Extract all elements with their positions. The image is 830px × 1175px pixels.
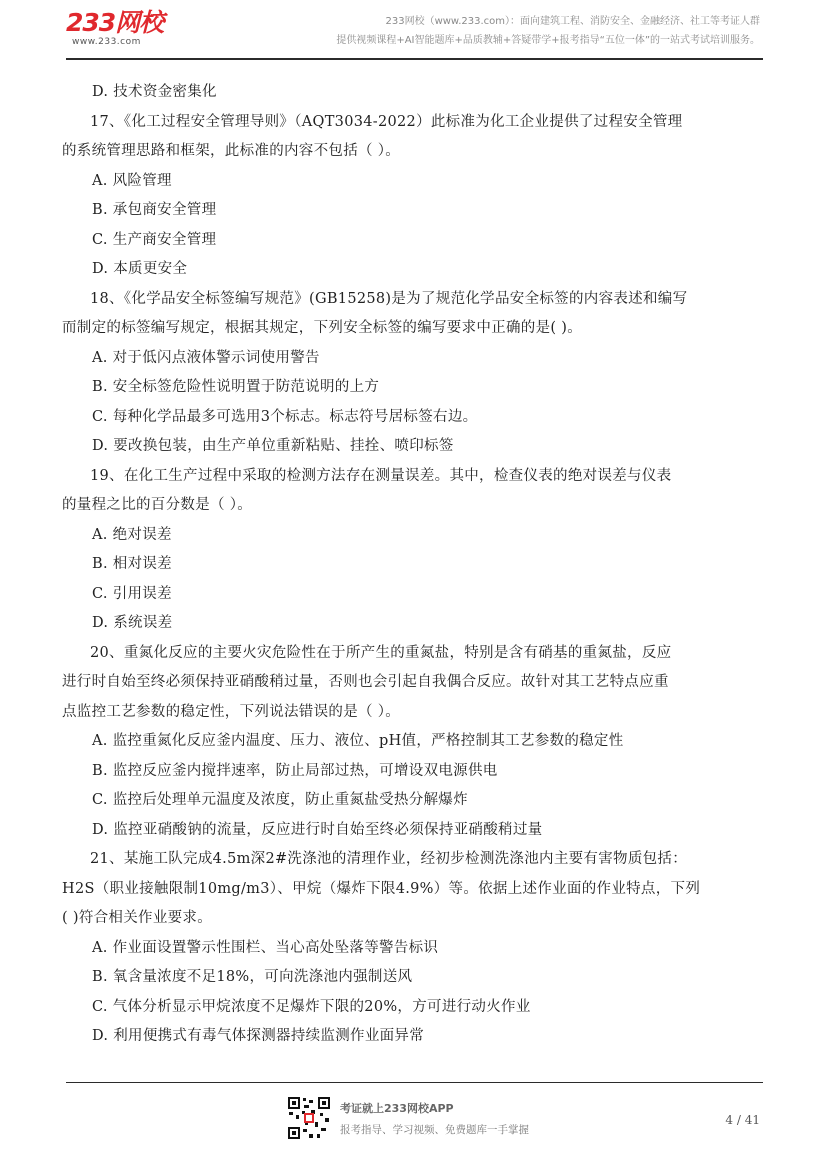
answer-option: C. 监控后处理单元温度及浓度，防止重氮盐受热分解爆炸 <box>92 792 468 808</box>
question-text-continued: 点监控工艺参数的稳定性，下列说法错误的是（ ）。 <box>62 703 401 720</box>
footer-divider <box>66 1082 763 1083</box>
footer-app-subtitle: 报考指导、学习视频、免费题库一手掌握 <box>340 1124 529 1136</box>
answer-option: D. 系统误差 <box>92 615 173 631</box>
answer-option: B. 承包商安全管理 <box>92 202 217 218</box>
answer-option: B. 安全标签危险性说明置于防范说明的上方 <box>92 379 380 395</box>
answer-option: C. 气体分析显示甲烷浓度不足爆炸下限的20%，方可进行动火作业 <box>92 998 531 1015</box>
footer-app-title: 考证就上233网校APP <box>340 1102 454 1115</box>
answer-option: D. 技术资金密集化 <box>92 84 217 100</box>
question-text-continued: 的量程之比的百分数是（ ）。 <box>62 497 253 513</box>
question-text-continued: 而制定的标签编写规定，根据其规定，下列安全标签的编写要求中正确的是( )。 <box>62 320 583 336</box>
question-text: 17、《化工过程安全管理导则》（AQT3034-2022）此标准为化工企业提供了过程安全管理 <box>90 113 683 130</box>
question-text: 21、某施工队完成4.5m深2#洗涤池的清理作业，经初步检测洗涤池内主要有害物质包括： <box>90 851 688 867</box>
answer-option: A. 对于低闪点液体警示词使用警告 <box>92 349 320 366</box>
answer-option: B. 监控反应釜内搅拌速率，防止局部过热，可增设双电源供电 <box>92 762 498 779</box>
answer-option: B. 氧含量浓度不足18%，可向洗涤池内强制送风 <box>92 969 413 985</box>
question-text: 19、在化工生产过程中采取的检测方法存在测量误差。其中，检查仪表的绝对误差与仪表 <box>90 467 672 484</box>
question-text-continued: ( )符合相关作业要求。 <box>62 910 213 926</box>
answer-option: C. 生产商安全管理 <box>92 231 217 248</box>
qr-code-icon <box>287 1096 331 1140</box>
answer-option: A. 作业面设置警示性围栏、当心高处坠落等警告标识 <box>92 939 439 956</box>
page-number: 4 / 41 <box>725 1113 760 1127</box>
header-tagline <box>290 12 760 50</box>
answer-option: A. 监控重氮化反应釜内温度、压力、液位、pH值，严格控制其工艺参数的稳定性 <box>92 733 624 749</box>
question-text: 20、重氮化反应的主要火灾危险性在于所产生的重氮盐，特别是含有硝基的重氮盐，反应 <box>90 644 672 661</box>
question-text-continued: H2S（职业接触限制10mg/m3）、甲烷（爆炸下限4.9%）等。依据上述作业面的作业特点，下列 <box>62 880 701 897</box>
answer-option: D. 监控亚硝酸钠的流量，反应进行时自始至终必须保持亚硝酸稍过量 <box>92 821 543 838</box>
answer-option: A. 风险管理 <box>92 172 172 189</box>
logo-url: www.233.com <box>72 37 141 47</box>
question-text-continued: 的系统管理思路和框架，此标准的内容不包括（ ）。 <box>62 143 401 159</box>
logo-text: 233网校 <box>66 8 164 37</box>
page-header <box>0 0 830 60</box>
answer-option: D. 要改换包装，由生产单位重新粘贴、挂拴、喷印标签 <box>92 438 454 454</box>
answer-option: A. 绝对误差 <box>92 526 172 543</box>
header-divider <box>66 58 763 60</box>
document-body <box>62 78 762 1052</box>
logo[interactable] <box>66 10 186 52</box>
question-text-continued: 进行时自始至终必须保持亚硝酸稍过量，否则也会引起自我偶合反应。故针对其工艺特点应重 <box>62 674 669 690</box>
answer-option: C. 每种化学品最多可选用3个标志。标志符号居标签右边。 <box>92 408 478 425</box>
answer-option: B. 相对误差 <box>92 556 172 572</box>
tagline-line-1: 233网校（www.233.com）：面向建筑工程、消防安全、金融经济、社工等考证人群 <box>385 16 760 27</box>
answer-option: C. 引用误差 <box>92 585 172 602</box>
answer-option: D. 利用便携式有毒气体探测器持续监测作业面异常 <box>92 1028 425 1044</box>
question-text: 18、《化学品安全标签编写规范》(GB15258)是为了规范化学品安全标签的内容表述和编写 <box>90 290 688 307</box>
answer-option: D. 本质更安全 <box>92 261 188 277</box>
tagline-line-2: 提供视频课程+AI智能题库+品质教辅+答疑带学+报考指导“五位一体”的一站式考试培训服务。 <box>336 35 760 46</box>
